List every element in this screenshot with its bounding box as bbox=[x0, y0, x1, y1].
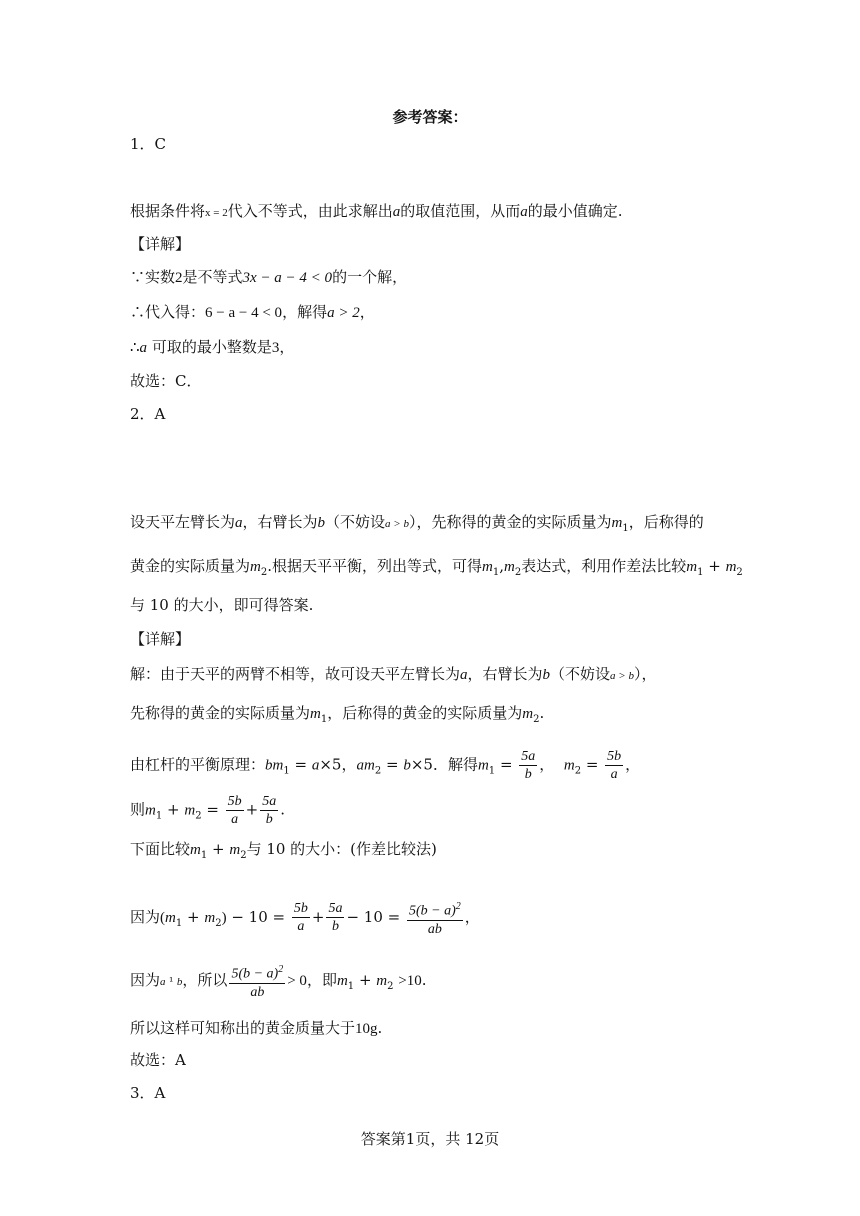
q1-answer: 1．C bbox=[130, 135, 167, 153]
q2-detail-6: 因为$(m_1 + m_2) - 10$ = $\frac{5b}{a}$ + $\frac{5a}{b}$ − 10 = $\frac{5(b - a)^2}{ab}$ ， bbox=[130, 898, 480, 938]
q2-analysis-line-2: 黄金的实际质量为$m_2$.根据天平平衡，列出等式，可得$m_1,m_2$表达式，利用作差法比较$m_1 + m_2$ bbox=[130, 557, 743, 578]
q2-detail-7: 因为a ¹ b，所以 $\frac{5(b - a)^2}{ab}$ > 0，即$m_1 + m_2 >10$. bbox=[130, 961, 427, 1001]
q2-detail-3: 由杠杆的平衡原理：$bm_1 = a\times 5$，$am_2 = b\times 5$．解得$m_1$ = $\frac{5a}{b}$ ， $m_2$ = $\frac{5b}{a}$ ， bbox=[130, 749, 641, 782]
q1-choice: 故选：C． bbox=[130, 372, 202, 390]
q2-detail-1: 解：由于天平的两臂不相等，故可设天平左臂长为a，右臂长为b（不妨设a > b）， bbox=[130, 665, 657, 683]
q3-answer: 3．A bbox=[130, 1084, 166, 1102]
q2-analysis-line-1: 设天平左臂长为a，右臂长为b（不妨设a > b），先称得的黄金的实际质量为$m_1$，后称得的 bbox=[130, 513, 704, 534]
q2-detail-2: 先称得的黄金的实际质量为$m_1$，后称得的黄金的实际质量为$m_2$. bbox=[130, 704, 545, 725]
q2-answer: 2．A bbox=[130, 405, 166, 423]
q2-choice: 故选：A bbox=[130, 1051, 186, 1069]
q2-detail-8: 所以这样可知称出的黄金质量大于10g. bbox=[130, 1019, 383, 1037]
q1-step-1: ∵实数2是不等式3x − a − 4 < 0的一个解， bbox=[130, 268, 408, 286]
q2-detail-heading: 【详解】 bbox=[130, 630, 191, 648]
q2-analysis-line-3: 与 10 的大小，即可得答案. bbox=[130, 596, 314, 614]
q1-analysis: 根据条件将x = 2代入不等式，由此求解出a的取值范围，从而a的最小值确定. bbox=[130, 202, 623, 220]
q1-step-3: ∴a 可取的最小整数是3， bbox=[130, 338, 295, 356]
page-footer: 答案第1页，共 12页 bbox=[360, 1130, 500, 1148]
q2-detail-4: 则$m_1 + m_2$ = $\frac{5b}{a}$ + $\frac{5a}{b}$ . bbox=[130, 794, 286, 827]
q1-step-2: ∴代入得：6 − a − 4 < 0，解得a > 2， bbox=[130, 303, 375, 321]
q1-detail-heading: 【详解】 bbox=[130, 235, 191, 253]
q2-detail-5: 下面比较$m_1 + m_2$与 10 的大小：(作差比较法) bbox=[130, 840, 437, 861]
page-title: 参考答案： bbox=[392, 108, 468, 126]
